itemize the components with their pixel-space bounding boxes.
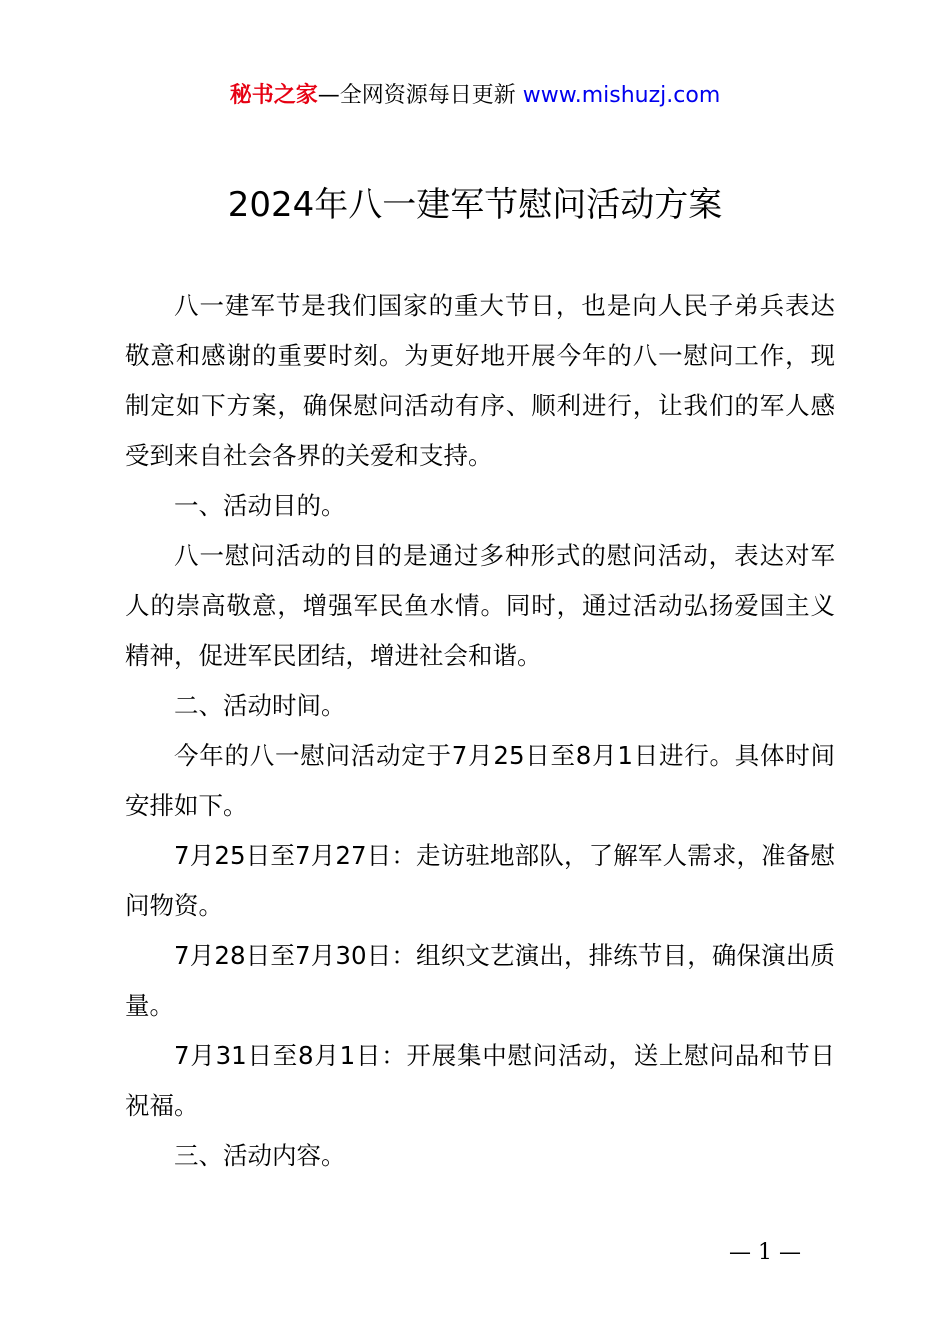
site-url-link[interactable]: www.mishuzj.com <box>522 83 721 108</box>
heading-time: 二、活动时间。 <box>174 691 346 720</box>
site-brand[interactable]: 秘书之家 <box>229 83 318 108</box>
document-body <box>125 281 835 1181</box>
schedule-item-2: 7月28日至7月30日：组织文艺演出，排练节目，确保演出质量。 <box>125 941 835 1020</box>
site-header <box>0 80 950 112</box>
schedule-item-1: 7月25日至7月27日：走访驻地部队，了解军人需求，准备慰问物资。 <box>125 841 835 920</box>
document-title: 2024年八一建军节慰问活动方案 <box>227 185 723 225</box>
heading-content: 三、活动内容。 <box>174 1141 346 1170</box>
schedule-item-3: 7月31日至8月1日：开展集中慰问活动，送上慰问品和节日祝福。 <box>125 1041 835 1120</box>
page-number: — 1 — <box>729 1240 801 1265</box>
paragraph-time: 今年的八一慰问活动定于7月25日至8月1日进行。具体时间安排如下。 <box>125 741 835 820</box>
heading-purpose: 一、活动目的。 <box>174 491 346 520</box>
site-tagline: —全网资源每日更新 <box>317 83 523 108</box>
paragraph-purpose: 八一慰问活动的目的是通过多种形式的慰问活动，表达对军人的崇高敬意，增强军民鱼水情。同时，通过活动弘扬爱国主义精神，促进军民团结，增进社会和谐。 <box>125 541 835 670</box>
paragraph-intro: 八一建军节是我们国家的重大节日，也是向人民子弟兵表达敬意和感谢的重要时刻。为更好地开展今年的八一慰问工作，现制定如下方案，确保慰问活动有序、顺利进行，让我们的军人感受到来自社会各界的关爱和支持。 <box>125 291 835 470</box>
